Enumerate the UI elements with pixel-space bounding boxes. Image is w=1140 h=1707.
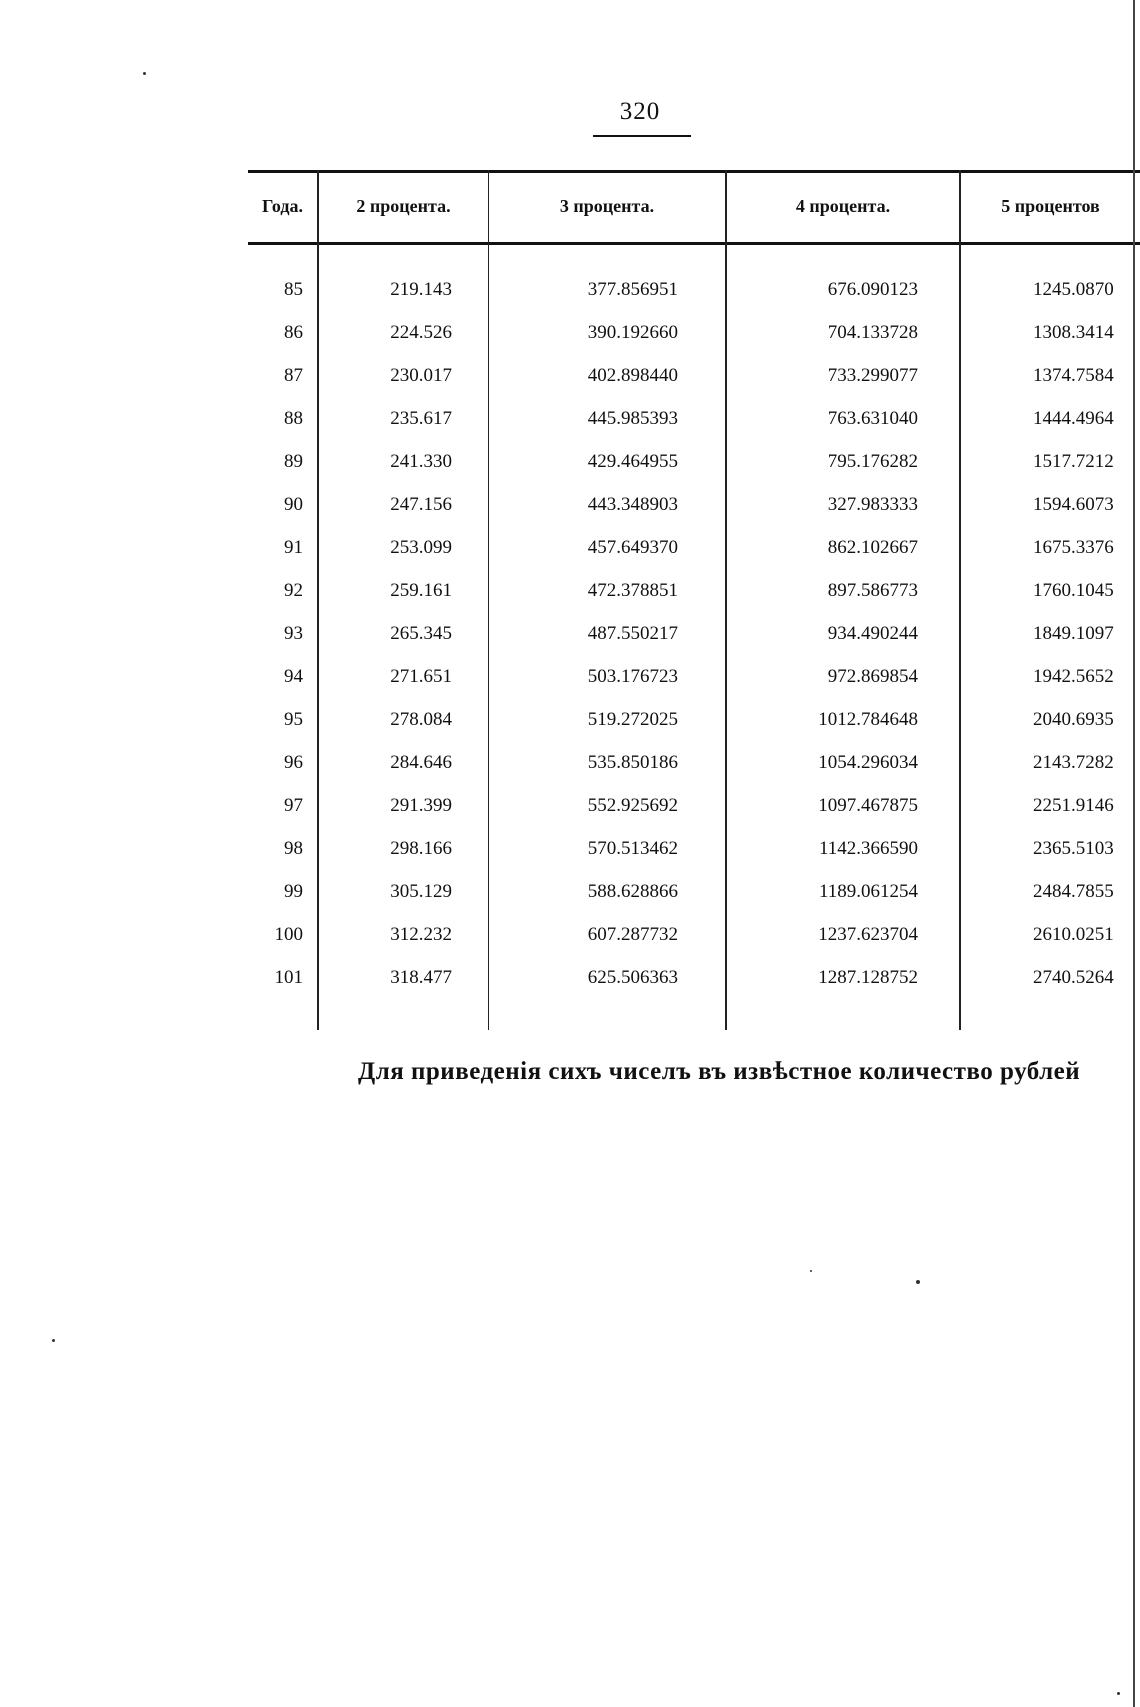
value-cell: 402.898440 — [587, 365, 678, 386]
table-row — [248, 354, 1140, 397]
value-cell: 1849.1097 — [1033, 623, 1114, 644]
year-cell: 86 — [284, 322, 303, 343]
header-3-percent: 3 процента. — [559, 195, 655, 216]
value-cell: 219.143 — [390, 279, 452, 300]
table-row — [248, 827, 1140, 870]
value-cell: 265.345 — [390, 623, 452, 644]
value-cell: 2365.5103 — [1033, 838, 1114, 859]
value-cell: 1308.3414 — [1033, 322, 1114, 343]
page-edge-line — [1133, 0, 1135, 1707]
value-cell: 241.330 — [390, 451, 452, 472]
table-row — [248, 956, 1140, 999]
value-cell: 607.287732 — [587, 924, 678, 945]
value-cell: 487.550217 — [587, 623, 678, 644]
value-cell: 704.133728 — [827, 322, 918, 343]
value-cell: 2251.9146 — [1033, 795, 1114, 816]
scan-speck — [810, 1270, 812, 1272]
header-bottom-rule — [248, 242, 1140, 245]
value-cell: 1245.0870 — [1033, 279, 1114, 300]
value-cell: 2740.5264 — [1033, 967, 1114, 988]
value-cell: 312.232 — [390, 924, 452, 945]
value-cell: 1760.1045 — [1033, 580, 1114, 601]
year-cell: 101 — [274, 967, 303, 988]
value-cell: 445.985393 — [587, 408, 678, 429]
header-4-percent: 4 процента. — [795, 195, 891, 216]
scan-speck — [52, 1339, 55, 1342]
table-row — [248, 268, 1140, 311]
value-cell: 305.129 — [390, 881, 452, 902]
scan-speck — [1117, 1692, 1120, 1695]
scan-speck — [143, 72, 146, 75]
table-row — [248, 655, 1140, 698]
value-cell: 763.631040 — [827, 408, 918, 429]
value-cell: 235.617 — [390, 408, 452, 429]
value-cell: 1189.061254 — [818, 881, 918, 902]
table-row — [248, 784, 1140, 827]
year-cell: 88 — [284, 408, 303, 429]
value-cell: 676.090123 — [827, 279, 918, 300]
year-cell: 89 — [284, 451, 303, 472]
value-cell: 390.192660 — [587, 322, 678, 343]
year-cell: 98 — [284, 838, 303, 859]
value-cell: 2610.0251 — [1033, 924, 1114, 945]
table-row — [248, 913, 1140, 956]
page-number: 320 — [619, 98, 661, 125]
value-cell: 224.526 — [390, 322, 452, 343]
table-row — [248, 440, 1140, 483]
value-cell: 535.850186 — [587, 752, 678, 773]
value-cell: 1012.784648 — [818, 709, 918, 730]
table-row — [248, 569, 1140, 612]
value-cell: 897.586773 — [827, 580, 918, 601]
value-cell: 972.869854 — [827, 666, 918, 687]
table-row — [248, 612, 1140, 655]
value-cell: 519.272025 — [587, 709, 678, 730]
value-cell: 247.156 — [390, 494, 452, 515]
value-cell: 278.084 — [390, 709, 452, 730]
value-cell: 1097.467875 — [818, 795, 918, 816]
value-cell: 795.176282 — [827, 451, 918, 472]
table-row — [248, 397, 1140, 440]
header-2-percent: 2 процента. — [356, 195, 451, 216]
value-cell: 503.176723 — [587, 666, 678, 687]
value-cell: 570.513462 — [587, 838, 678, 859]
year-cell: 85 — [284, 279, 303, 300]
value-cell: 934.490244 — [827, 623, 918, 644]
year-cell: 93 — [284, 623, 303, 644]
value-cell: 1942.5652 — [1033, 666, 1114, 687]
year-cell: 100 — [274, 924, 303, 945]
value-cell: 1675.3376 — [1033, 537, 1114, 558]
value-cell: 552.925692 — [587, 795, 678, 816]
year-cell: 94 — [284, 666, 303, 687]
value-cell: 377.856951 — [587, 279, 678, 300]
value-cell: 259.161 — [390, 580, 452, 601]
page-number-underline — [593, 135, 691, 137]
value-cell: 625.506363 — [587, 967, 678, 988]
value-cell: 291.399 — [390, 795, 452, 816]
value-cell: 472.378851 — [587, 580, 678, 601]
year-cell: 97 — [284, 795, 303, 816]
year-cell: 92 — [284, 580, 303, 601]
year-cell: 95 — [284, 709, 303, 730]
value-cell: 318.477 — [390, 967, 452, 988]
year-cell: 96 — [284, 752, 303, 773]
continuation-text: Для приведенія сихъ чиселъ въ извѣстное количество рублей — [358, 1058, 1081, 1085]
value-cell: 429.464955 — [587, 451, 678, 472]
value-cell: 2040.6935 — [1033, 709, 1114, 730]
table-row — [248, 311, 1140, 354]
value-cell: 284.646 — [390, 752, 452, 773]
value-cell: 253.099 — [390, 537, 452, 558]
year-cell: 90 — [284, 494, 303, 515]
value-cell: 862.102667 — [827, 537, 918, 558]
value-cell: 733.299077 — [827, 365, 918, 386]
scan-speck — [916, 1280, 920, 1284]
value-cell: 298.166 — [390, 838, 452, 859]
table-row — [248, 526, 1140, 569]
value-cell: 1287.128752 — [818, 967, 918, 988]
table-row — [248, 741, 1140, 784]
value-cell: 457.649370 — [587, 537, 678, 558]
year-cell: 91 — [284, 537, 303, 558]
value-cell: 1237.623704 — [818, 924, 918, 945]
value-cell: 1054.296034 — [818, 752, 918, 773]
table-row — [248, 698, 1140, 741]
value-cell: 2484.7855 — [1033, 881, 1114, 902]
header-year: Года. — [262, 195, 303, 216]
value-cell: 230.017 — [390, 365, 452, 386]
table-row — [248, 870, 1140, 913]
value-cell: 271.651 — [390, 666, 452, 687]
year-cell: 87 — [284, 365, 303, 386]
value-cell: 588.628866 — [587, 881, 678, 902]
value-cell: 327.983333 — [827, 494, 918, 515]
table-row — [248, 483, 1140, 526]
header-5-percent: 5 процентов — [1001, 195, 1100, 216]
year-cell: 99 — [284, 881, 303, 902]
value-cell: 1444.4964 — [1033, 408, 1114, 429]
value-cell: 1517.7212 — [1033, 451, 1114, 472]
value-cell: 443.348903 — [587, 494, 678, 515]
value-cell: 2143.7282 — [1033, 752, 1114, 773]
value-cell: 1142.366590 — [818, 838, 918, 859]
value-cell: 1374.7584 — [1033, 365, 1114, 386]
value-cell: 1594.6073 — [1033, 494, 1114, 515]
